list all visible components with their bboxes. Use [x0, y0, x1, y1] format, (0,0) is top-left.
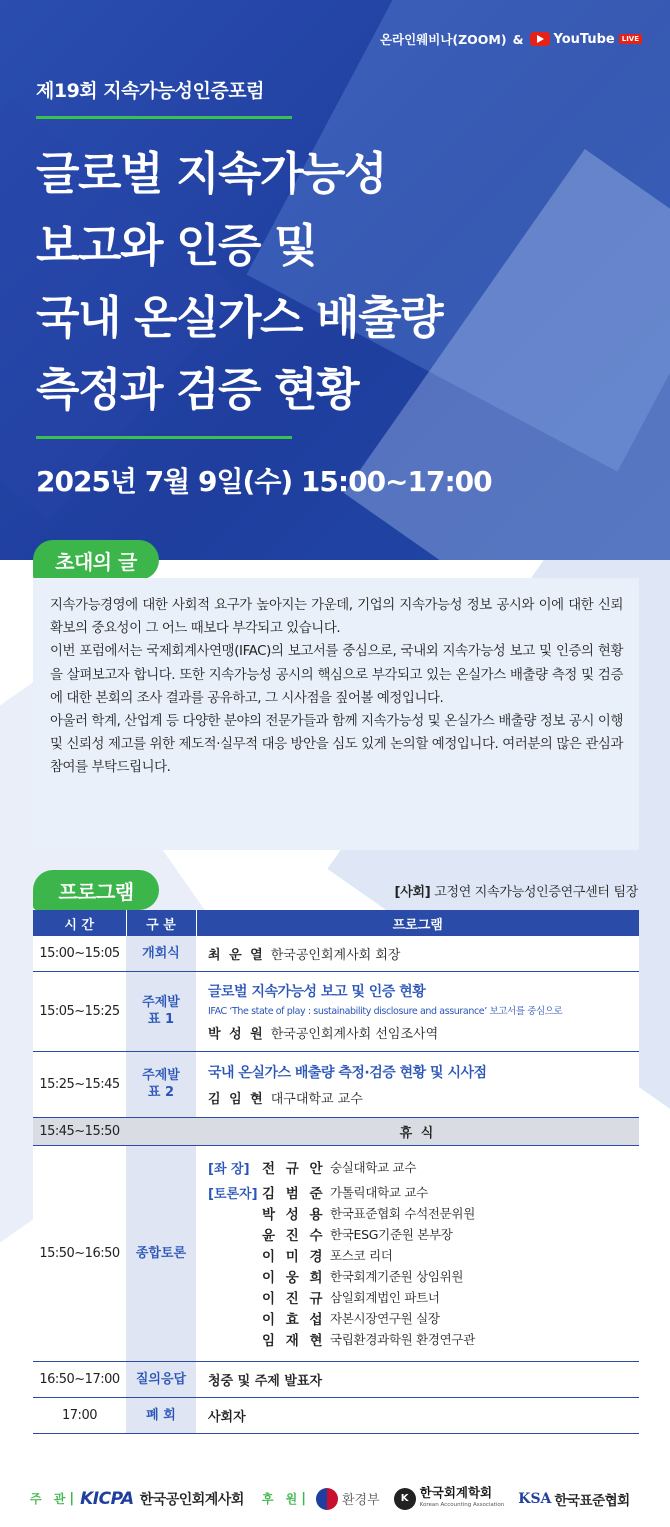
column-header: 시 간 [33, 910, 126, 936]
panelist-affiliation: 한국표준협회 수석전문위원 [330, 1206, 475, 1221]
chair-name: 전 규 안 [262, 1161, 326, 1177]
moderator-role: [사회] [394, 885, 431, 900]
table-row [33, 971, 639, 1051]
time-cell: 15:05~15:25 [33, 971, 126, 1051]
column-header: 구 분 [126, 910, 196, 936]
separator: | [69, 1491, 75, 1506]
program-table [33, 910, 639, 1434]
table-row [33, 1117, 639, 1145]
time-cell: 16:50~17:00 [33, 1361, 126, 1397]
table-row [33, 1397, 639, 1433]
hero-banner [0, 0, 670, 560]
kaa-subtitle: Korean Accounting Association [419, 1501, 505, 1508]
kind-cell: 질의응답 [126, 1361, 196, 1397]
paragraph: 아울러 학계, 산업계 등 다양한 분야의 전문가들과 함께 지속가능성 및 온실가스 배출량 정보 공시 이행 및 신뢰성 제고를 위한 제도적·실무적 대응 방안을 심도 있게 논의할 예정입니다. 여러분의 많은 관심과 참여를 부탁드립니다. [50, 714, 623, 776]
kind-label: 주제발표 1 [142, 995, 180, 1027]
moderator [395, 881, 638, 900]
speaker-affiliation: 대구대학교 교수 [270, 1091, 363, 1107]
invitation-label: 초대의 글 [33, 540, 159, 580]
title-line: 국내 온실가스 배출량 [36, 291, 443, 344]
panelist-line [208, 1203, 639, 1224]
speaker-name: 박 성 원 [208, 1026, 265, 1042]
title-line: 보고와 인증 및 [36, 219, 317, 272]
title-line: 측정과 검증 현황 [36, 363, 359, 416]
chair-line [208, 1157, 639, 1178]
speaker-affiliation: 한국공인회계사회 회장 [270, 947, 401, 963]
program-cell [196, 1051, 639, 1117]
kind-cell: 개회식 [126, 936, 196, 971]
invitation-text [33, 578, 639, 850]
host-label: 주 관 [30, 1492, 70, 1506]
webinar-label: 온라인웨비나(ZOOM) [379, 32, 507, 47]
title-line: 글로벌 지속가능성 [36, 147, 386, 200]
ministry-name: 환경부 [341, 1493, 380, 1508]
program-label: 프로그램 [33, 870, 159, 910]
time-cell: 17:00 [33, 1397, 126, 1433]
kind-cell: 종합토론 [126, 1145, 196, 1361]
youtube-logo [530, 32, 643, 47]
table-row [33, 1145, 639, 1361]
panelist-name: 임 재 현 [262, 1333, 326, 1349]
speaker [208, 1088, 639, 1107]
panelist-name: 이 웅 희 [262, 1270, 326, 1286]
paragraph: 이번 포럼에서는 국제회계사연맹(IFAC)의 보고서를 중심으로, 국내외 지속가능성 보고 및 인증의 현황을 살펴보고자 합니다. 또한 지속가능성 공시의 핵심으로 부각되고 있는 온실가스 배출량 측정 및 검증에 대한 본회의 조사 결과를 공유하고, 그 시사점을 짚어볼 예정입니다. [50, 644, 623, 706]
separator: | [301, 1491, 306, 1506]
paragraph: 지속가능경영에 대한 사회적 요구가 높아지는 가운데, 기업의 지속가능성 정보 공시와 이에 대한 신뢰 확보의 중요성이 그 어느 때보다 부각되고 있습니다. [50, 598, 623, 637]
government-emblem-icon [316, 1488, 338, 1510]
table-row [33, 1361, 639, 1397]
table-row [33, 1051, 639, 1117]
footer-organizers [0, 1470, 670, 1527]
panelist-name: 이 진 규 [262, 1291, 326, 1307]
kind-cell [126, 1051, 196, 1117]
panelist-line [208, 1182, 639, 1203]
panelist-affiliation: 삼일회계법인 파트너 [330, 1290, 440, 1305]
chair-affiliation: 숭실대학교 교수 [330, 1160, 417, 1175]
panelist-line [208, 1287, 639, 1308]
panelist-line [208, 1329, 639, 1350]
panelist-name: 윤 진 수 [262, 1228, 326, 1244]
ksa-name: 한국표준협회 [554, 1492, 630, 1509]
talk-title: 국내 온실가스 배출량 측정·검증 현황 및 시사점 [208, 1064, 487, 1081]
time-cell: 15:00~15:05 [33, 936, 126, 971]
divider [36, 116, 292, 119]
chair-role: [좌 장] [208, 1161, 250, 1177]
panelist-line [208, 1266, 639, 1287]
kind-label: 주제발표 2 [142, 1068, 180, 1100]
time-cell: 15:50~16:50 [33, 1145, 126, 1361]
kaa-logo [419, 1484, 505, 1511]
break-label: 휴 식 [196, 1117, 639, 1145]
program-cell [196, 936, 639, 971]
kicpa-logo: KICPA [80, 1488, 134, 1509]
program-cell [196, 971, 639, 1051]
time-cell: 15:25~15:45 [33, 1051, 126, 1117]
speaker-name: 최 운 열 [208, 947, 265, 963]
panelist-affiliation: 한국ESG기준원 본부장 [330, 1227, 453, 1242]
speaker [208, 1023, 639, 1042]
program-cell: 사회자 [196, 1397, 639, 1433]
host-name: 한국공인회계사회 [139, 1491, 244, 1508]
panelist-affiliation: 국립환경과학원 환경연구관 [330, 1332, 475, 1347]
sponsor-label: 후 원 [261, 1492, 302, 1506]
talk-title: 글로벌 지속가능성 보고 및 인증 현황 [208, 983, 426, 1000]
talk-subtitle: IFAC ‘The state of play : sustainability disclosure and assurance’ 보고서를 중심으로 [208, 1005, 563, 1017]
speaker-name: 김 임 현 [208, 1091, 265, 1107]
divider [36, 436, 292, 439]
kaa-logo-icon: K [394, 1488, 416, 1510]
panelist-affiliation: 한국회계기준원 상임위원 [330, 1269, 464, 1284]
panelist-name: 이 효 섭 [262, 1312, 326, 1328]
panelist-name: 박 성 용 [262, 1207, 326, 1223]
kaa-name: 한국회계학회 [419, 1484, 493, 1500]
kind-cell [126, 971, 196, 1051]
youtube-label: YouTube [553, 31, 615, 47]
panelist-line [208, 1308, 639, 1329]
page-title [36, 138, 442, 426]
kind-cell: 폐 회 [126, 1397, 196, 1433]
panelist-line [208, 1245, 639, 1266]
amp: & [512, 31, 524, 47]
forum-name: 제19회 지속가능성인증포럼 [36, 80, 264, 102]
speaker-affiliation: 한국공인회계사회 선임조사역 [270, 1026, 439, 1042]
panelist-name: 김 범 준 [262, 1186, 326, 1202]
ksa-logo: KSA [518, 1490, 552, 1507]
broadcast-info [380, 30, 642, 48]
youtube-play-icon [530, 32, 550, 46]
panelist-affiliation: 포스코 리더 [330, 1248, 393, 1263]
moderator-name: 고정연 지속가능성인증연구센터 팀장 [434, 885, 638, 900]
live-badge: LIVE [619, 34, 642, 44]
program-cell: 청중 및 주제 발표자 [196, 1361, 639, 1397]
panel-role: [토론자] [208, 1186, 258, 1202]
table-row [33, 936, 639, 971]
panel-cell [196, 1145, 639, 1361]
column-header: 프로그램 [196, 910, 639, 936]
panelist-affiliation: 자본시장연구원 실장 [330, 1311, 440, 1326]
kind-cell [126, 1117, 196, 1145]
panelist-affiliation: 가톨릭대학교 교수 [330, 1185, 428, 1200]
panelist-line [208, 1224, 639, 1245]
event-date: 2025년 7월 9일(수) 15:00~17:00 [36, 465, 492, 498]
panelist-name: 이 미 경 [262, 1249, 326, 1265]
time-cell: 15:45~15:50 [33, 1117, 126, 1145]
